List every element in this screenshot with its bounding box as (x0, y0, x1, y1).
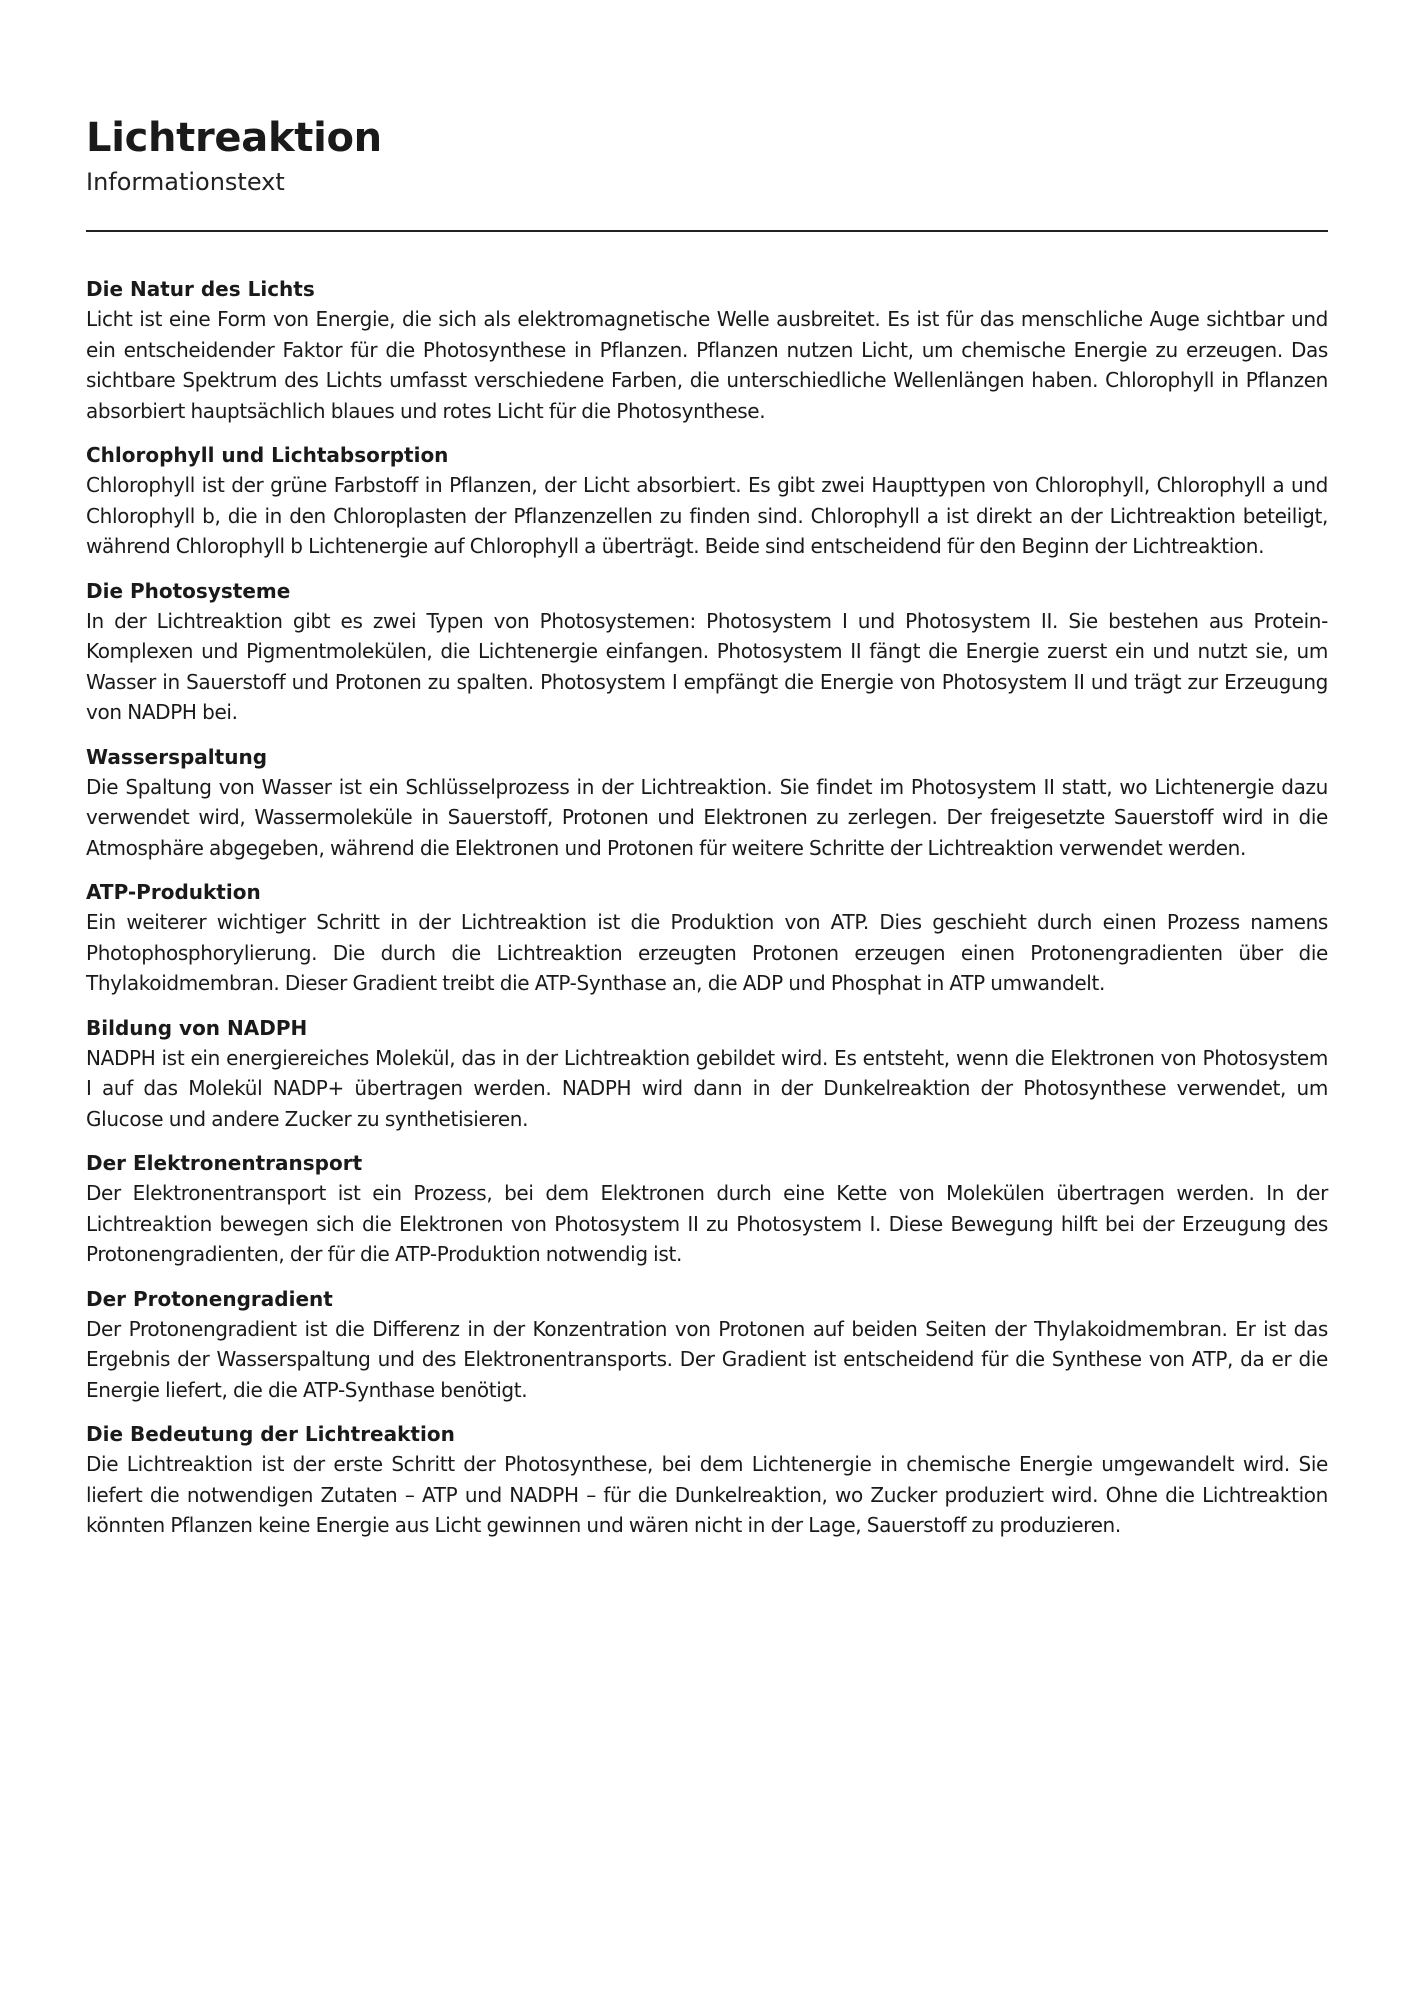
section-nadph (86, 1013, 1328, 1135)
section-heading: Die Photosysteme (86, 578, 291, 603)
section-text: Der Protonengradient ist die Differenz in der Konzentration von Protonen auf beiden Seiten der Thylakoidmembran. Er ist das Ergebnis der Wasserspaltung und des Elektronentransports. Der Gradient ist entscheidend für die Synthese von ATP, da er die Energie liefert, die die ATP-Synthase benötigt. (86, 1316, 1328, 1402)
section-heading: Die Natur des Lichts (86, 277, 315, 301)
sections-container (86, 274, 1328, 1541)
section-heading: Wasserspaltung (86, 744, 268, 769)
document-title: Lichtreaktion (86, 115, 382, 161)
section-text: Die Lichtreaktion ist der erste Schritt der Photosynthese, bei dem Lichtenergie in chemische Energie umgewandelt wird. Sie liefert die notwendigen Zutaten – ATP und NADPH – für die Dunkelreaktion, wo Zucker produziert wird. Ohne die Lichtreaktion könnten Pflanzen keine Energie aus Licht gewinnen und wären nicht in der Lage, Sauerstoff zu produzieren. (86, 1452, 1328, 1537)
section-text: Der Elektronentransport ist ein Prozess, bei dem Elektronen durch eine Kette von Molekülen übertragen werden. In der Lichtreaktion bewegen sich die Elektronen von Photosystem II zu Photosystem I. Diese Bewegung hilft bei der Erzeugung des Protonengradienten, der für die ATP-Produktion notwendig ist. (86, 1181, 1328, 1266)
section-natur-des-lichts (86, 274, 1328, 426)
section-chlorophyll (86, 440, 1328, 562)
section-heading: Chlorophyll und Lichtabsorption (86, 443, 449, 467)
section-text: In der Lichtreaktion gibt es zwei Typen von Photosystemen: Photosystem I und Photosystem II. Sie bestehen aus Protein-Komplexen und Pigmentmolekülen, die Lichtenergie einfangen. Photosystem II fängt die Energie zuerst ein und nutzt sie, um Wasser in Sauerstoff und Protonen zu spalten. Photosystem I empfängt die Energie von Photosystem II und trägt zur Erzeugung von NADPH bei. (86, 608, 1328, 724)
section-protonengradient (86, 1284, 1328, 1406)
section-text: Chlorophyll ist der grüne Farbstoff in Pflanzen, der Licht absorbiert. Es gibt zwei Haupttypen von Chlorophyll, Chlorophyll a und Chlorophyll b, die in den Chloroplasten der Pflanzenzellen zu finden sind. Chlorophyll a ist direkt an der Lichtreaktion beteiligt, während Chlorophyll b Lichtenergie auf Chlorophyll a überträgt. Beide sind entscheidend für den Beginn der Lichtreaktion. (86, 473, 1328, 558)
section-text: Licht ist eine Form von Energie, die sich als elektromagnetische Welle ausbreitet. Es ist für das menschliche Auge sichtbar und ein entscheidender Faktor für die Photosynthese in Pflanzen. Pflanzen nutzen Licht, um chemische Energie zu erzeugen. Das sichtbare Spektrum des Lichts umfasst verschiedene Farben, die unterschiedliche Wellenlängen haben. Chlorophyll in Pflanzen absorbiert hauptsächlich blaues und rotes Licht für die Photosynthese. (86, 307, 1328, 423)
section-photosysteme (86, 576, 1328, 728)
section-text: NADPH ist ein energiereiches Molekül, das in der Lichtreaktion gebildet wird. Es entsteht, wenn die Elektronen von Photosystem I auf das Molekül NADP+ übertragen werden. NADPH wird dann in der Dunkelreaktion der Photosynthese verwendet, um Glucose und andere Zucker zu synthetisieren. (86, 1045, 1328, 1131)
section-heading: Der Protonengradient (86, 1286, 333, 1311)
section-text: Die Spaltung von Wasser ist ein Schlüsselprozess in der Lichtreaktion. Sie findet im Photosystem II statt, wo Lichtenergie dazu verwendet wird, Wassermoleküle in Sauerstoff, Protonen und Elektronen zu zerlegen. Der freigesetzte Sauerstoff wird in die Atmosphäre abgegeben, während die Elektronen und Protonen für weitere Schritte der Lichtreaktion verwendet werden. (86, 774, 1328, 860)
section-bedeutung (86, 1419, 1328, 1541)
section-text: Ein weiterer wichtiger Schritt in der Lichtreaktion ist die Produktion von ATP. Dies geschieht durch einen Prozess namens Photophosphorylierung. Die durch die Lichtreaktion erzeugten Protonen erzeugen einen Protonengradienten über die Thylakoidmembran. Dieser Gradient treibt die ATP-Synthase an, die ADP und Phosphat in ATP umwandelt. (86, 910, 1328, 995)
section-heading: Die Bedeutung der Lichtreaktion (86, 1422, 455, 1446)
section-heading: Bildung von NADPH (86, 1015, 308, 1040)
section-heading: Der Elektronentransport (86, 1151, 363, 1175)
section-heading: ATP-Produktion (86, 880, 261, 904)
section-elektronentransport (86, 1148, 1328, 1270)
header-divider (86, 230, 1328, 232)
section-wasserspaltung (86, 742, 1328, 864)
document-subtitle: Informationstext (86, 168, 285, 196)
section-atp-produktion (86, 877, 1328, 999)
